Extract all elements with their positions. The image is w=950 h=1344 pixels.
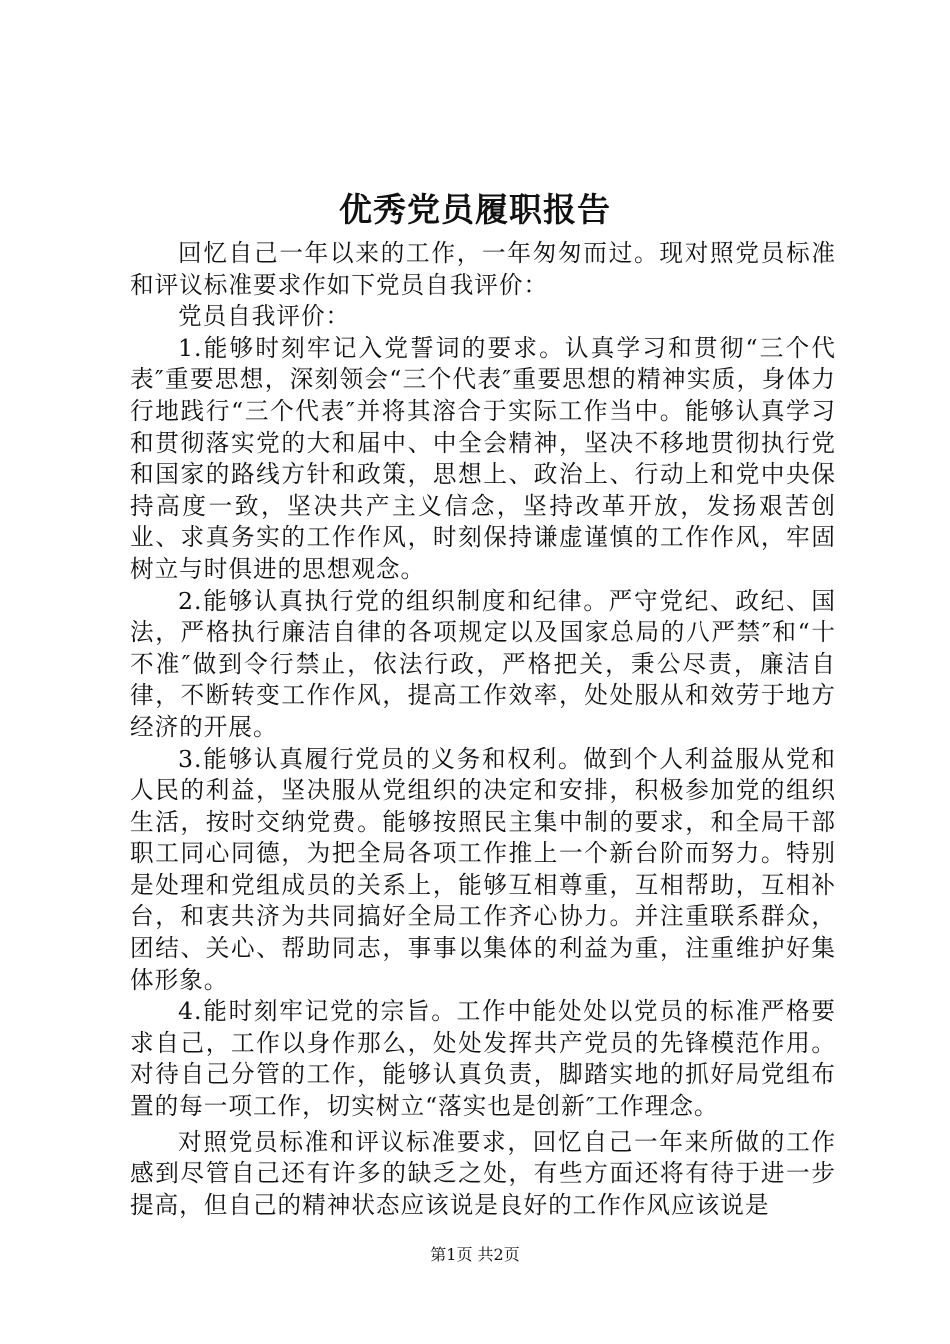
document-body (130, 238, 836, 1221)
paragraph-item-3: 3.能够认真履行党员的义务和权利。做到个人利益服从党和人民的利益，坚决服从党组织的决定和安排，积极参加党的组织生活，按时交纳党费。能够按照民主集中制的要求，和全局干部职工同心同德，为把全局各项工作推上一个新台阶而努力。特别是处理和党组成员的关系上，能够互相尊重，互相帮助，互相补台，和衷共济为共同搞好全局工作齐心协力。并注重联系群众，团结、关心、帮助同志，事事以集体的利益为重，注重维护好集体形象。 (130, 744, 836, 994)
paragraph-item-2: 2.能够认真执行党的组织制度和纪律。严守党纪、政纪、国法，严格执行廉洁自律的各项规定以及国家总局的八严禁″和“十不准″做到令行禁止，依法行政，严格把关，秉公尽责，廉洁自律，不断转变工作作风，提高工作效率，处处服从和效劳于地方经济的开展。 (130, 586, 836, 741)
paragraph-item-1: 1.能够时刻牢记入党誓词的要求。认真学习和贯彻“三个代表″重要思想，深刻领会“三个代表″重要思想的精神实质，身体力行地践行“三个代表″并将其溶合于实际工作当中。能够认真学习和贯彻落实党的大和届中、中全会精神，坚决不移地贯彻执行党和国家的路线方针和政策，思想上、政治上、行动上和党中央保持高度一致，坚决共产主义信念，坚持改革开放，发扬艰苦创业、求真务实的工作作风，时刻保持谦虚谨慎的工作作风，牢固树立与时俱进的思想观念。 (130, 333, 836, 583)
paragraph-intro: 回忆自己一年以来的工作，一年匆匆而过。现对照党员标准和评议标准要求作如下党员自我评价： (130, 239, 836, 299)
document-title: 优秀党员履职报告 (339, 190, 611, 229)
paragraph-item-4: 4.能时刻牢记党的宗旨。工作中能处处以党员的标准严格要求自己，工作以身作那么，处处发挥共产党员的先锋模范作用。对待自己分管的工作，能够认真负责，脚踏实地的抓好局党组布置的每一项工作，切实树立“落实也是创新″工作理念。 (130, 997, 836, 1121)
paragraph-heading-self-evaluation: 党员自我评价： (178, 302, 351, 331)
paragraph-conclusion: 对照党员标准和评议标准要求，回忆自己一年来所做的工作感到尽管自己还有许多的缺乏之处，有些方面还将有待于进一步提高，但自己的精神状态应该说是良好的工作作风应该说是 (130, 1127, 836, 1219)
page-footer: 第1页 共2页 (430, 1245, 520, 1264)
